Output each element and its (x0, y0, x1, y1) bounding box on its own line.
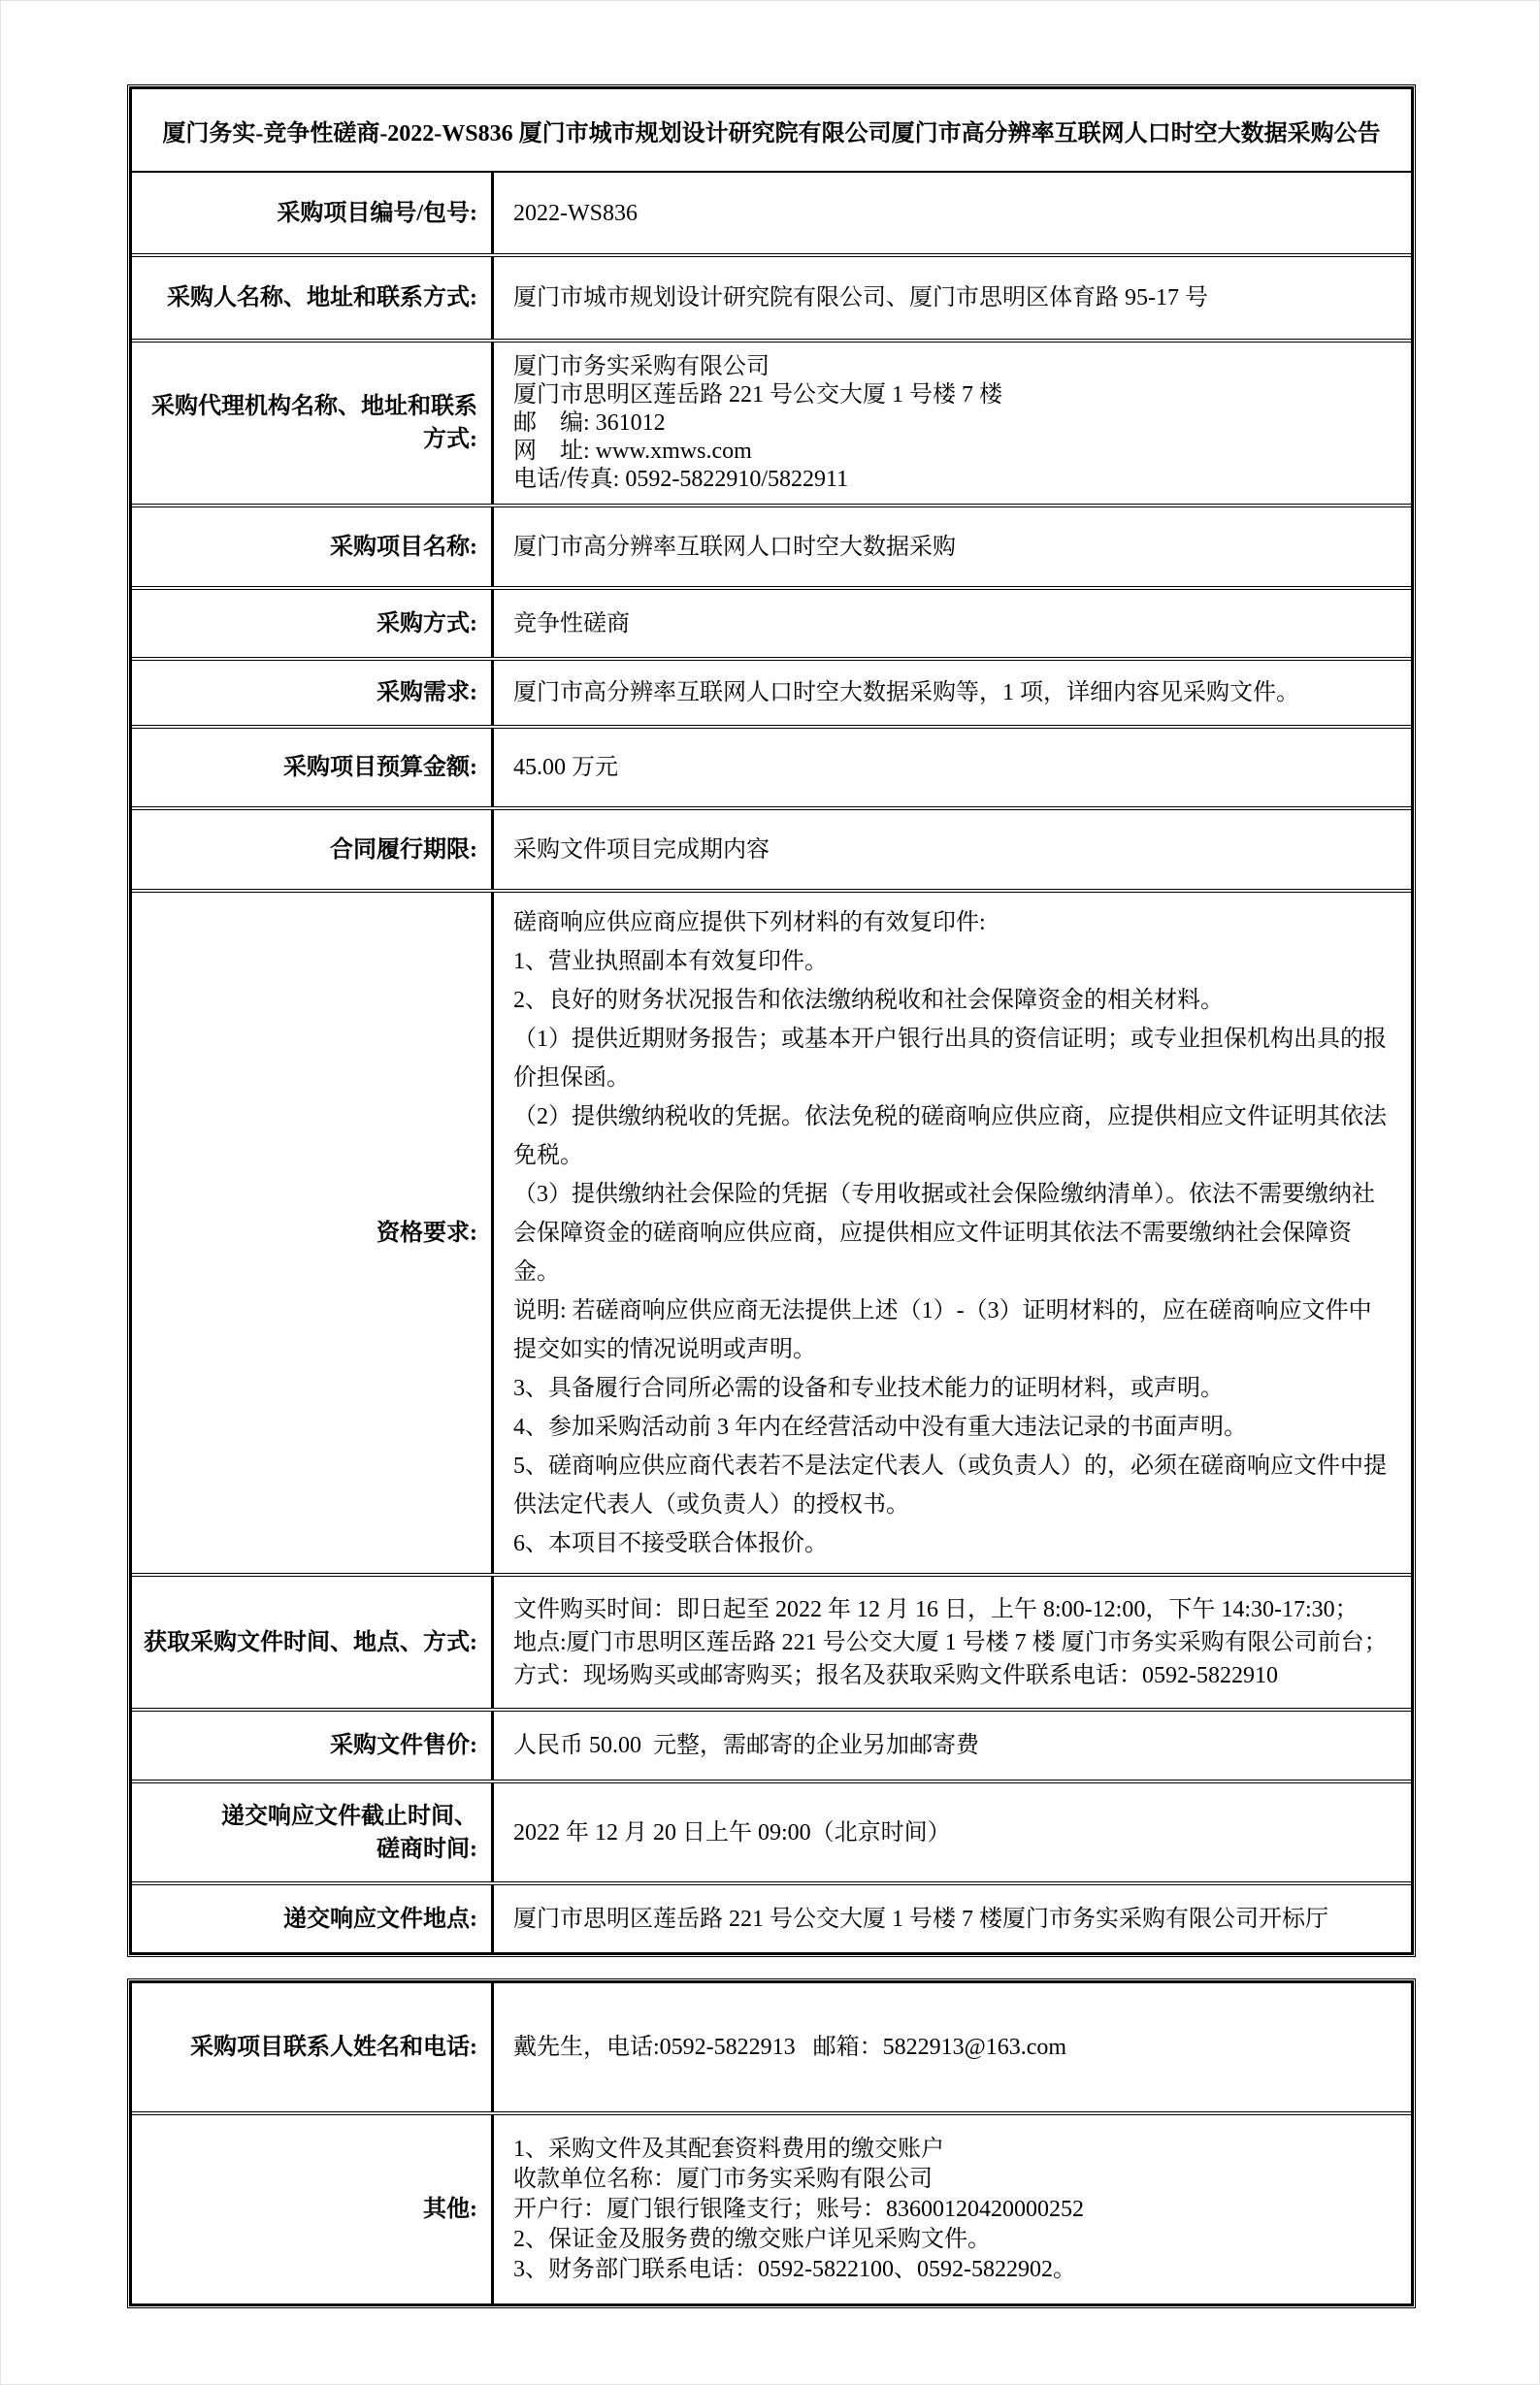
project-name-value: 厦门市高分辨率互联网人口时空大数据采购 (513, 534, 956, 560)
qualification-paragraph: 1、营业执照副本有效复印件。 (513, 948, 828, 974)
qualification-paragraph: 2、良好的财务状况报告和依法缴纳税收和社会保障资金的相关材料。 (513, 987, 1224, 1013)
project-name-label: 采购项目名称: (132, 507, 494, 586)
row-submission-place (132, 1881, 1411, 1952)
budget-label: 采购项目预算金额: (132, 729, 494, 806)
other-finance-phone: 3、财务部门联系电话：0592-5822100、0592-5822902。 (513, 2256, 1076, 2282)
agency-company: 厦门市务实采购有限公司 (513, 353, 770, 379)
row-other (132, 2111, 1411, 2303)
qualification-paragraph: 说明: 若磋商响应供应商无法提供上述（1）-（3）证明材料的，应在磋商响应文件中提交如实的情况说明或声明。 (513, 1297, 1372, 1362)
submission-deadline-value: 2022 年 12 月 20 日上午 09:00（北京时间） (513, 1819, 951, 1846)
obtain-method: 方式：现场购买或邮寄购买；报名及获取采购文件联系电话：0592-5822910 (513, 1662, 1278, 1688)
document-title: 厦门务实-竞争性磋商-2022-WS836 厦门市城市规划设计研究院有限公司厦门市高分辨率互联网人口时空大数据采购公告 (162, 120, 1381, 147)
budget-value: 45.00 万元 (513, 755, 618, 780)
row-document-price (132, 1708, 1411, 1780)
submission-place-label: 递交响应文件地点: (132, 1885, 494, 1952)
other-payment-account-title: 1、采购文件及其配套资料费用的缴交账户 (513, 2136, 944, 2162)
row-procurement-method (132, 586, 1411, 657)
agency-label: 采购代理机构名称、地址和联系 方式: (132, 343, 494, 504)
row-project-name (132, 504, 1411, 586)
qualification-paragraph: （1）提供近期财务报告；或基本开户银行出具的资信证明；或专业担保机构出具的报价担保函。 (513, 1026, 1387, 1091)
project-contact-label: 采购项目联系人姓名和电话: (132, 1983, 494, 2111)
row-project-number (132, 171, 1411, 253)
row-obtain-documents (132, 1573, 1411, 1708)
qualification-paragraph: 磋商响应供应商应提供下列材料的有效复印件: (513, 909, 986, 935)
document-price-value: 人民币 50.00 元整，需邮寄的企业另加邮寄费 (513, 1733, 979, 1758)
contract-term-label: 合同履行期限: (132, 810, 494, 889)
row-budget (132, 725, 1411, 806)
qualification-paragraph: （3）提供缴纳社会保险的凭据（专用收据或社会保险缴纳清单）。依法不需要缴纳社会保障资金的磋商响应供应商，应提供相应文件证明其依法不需要缴纳社会保障资金。 (513, 1181, 1375, 1285)
row-qualification (132, 889, 1411, 1573)
qualification-paragraph: 4、参加采购活动前 3 年内在经营活动中没有重大违法记录的书面声明。 (513, 1414, 1247, 1440)
agency-phone-fax: 电话/传真: 0592-5822910/5822911 (513, 466, 849, 492)
project-number-label: 采购项目编号/包号: (132, 173, 494, 253)
qualification-label: 资格要求: (132, 893, 494, 1573)
other-label: 其他: (132, 2115, 494, 2303)
contact-table-border (129, 1980, 1414, 2306)
procurement-demand-value: 厦门市高分辨率互联网人口时空大数据采购等，1 项，详细内容见采购文件。 (513, 680, 1299, 705)
document-price-label: 采购文件售价: (132, 1712, 494, 1780)
procurement-method-label: 采购方式: (132, 590, 494, 657)
row-project-contact (132, 1983, 1411, 2111)
agency-value (494, 343, 1411, 504)
announcement-table (129, 86, 1414, 1955)
purchaser-label: 采购人名称、地址和联系方式: (132, 257, 494, 339)
contact-table (129, 1980, 1414, 2306)
qualification-paragraph: （2）提供缴纳税收的凭据。依法免税的磋商响应供应商，应提供相应文件证明其依法免税。 (513, 1103, 1387, 1168)
purchaser-value: 厦门市城市规划设计研究院有限公司、厦门市思明区体育路 95-17 号 (513, 285, 1208, 310)
obtain-documents-value (494, 1577, 1411, 1708)
qualification-value (494, 893, 1411, 1573)
announcement-table-border (129, 86, 1414, 1955)
obtain-documents-label: 获取采购文件时间、地点、方式: (132, 1577, 494, 1708)
other-value (494, 2115, 1411, 2303)
submission-place-value: 厦门市思明区莲岳路 221 号公交大厦 1 号楼 7 楼厦门市务实采购有限公司开标厅 (513, 1906, 1328, 1932)
agency-postcode: 邮 编: 361012 (513, 409, 666, 436)
qualification-paragraph: 3、具备履行合同所必需的设备和专业技术能力的证明材料，或声明。 (513, 1375, 1224, 1401)
submission-deadline-label: 递交响应文件截止时间、 磋商时间: (132, 1783, 494, 1881)
obtain-time: 文件购买时间：即日起至 2022 年 12 月 16 日，上午 8:00-12:00，下午 14:30-17:30； (513, 1596, 1359, 1622)
qualification-paragraph: 5、磋商响应供应商代表若不是法定代表人（或负责人）的，必须在磋商响应文件中提供法定代表人（或负责人）的授权书。 (513, 1453, 1387, 1518)
other-bank-account: 开户行：厦门银行银隆支行；账号：83600120420000252 (513, 2196, 1084, 2222)
agency-website: 网 址: www.xmws.com (513, 438, 752, 464)
procurement-method-value: 竞争性磋商 (513, 610, 630, 637)
procurement-demand-label: 采购需求: (132, 661, 494, 725)
row-contract-term (132, 806, 1411, 889)
row-purchaser (132, 253, 1411, 339)
agency-address: 厦门市思明区莲岳路 221 号公交大厦 1 号楼 7 楼 (513, 381, 1002, 408)
row-agency (132, 339, 1411, 504)
other-deposit-note: 2、保证金及服务费的缴交账户详见采购文件。 (513, 2226, 991, 2252)
project-contact-value: 戴先生，电话:0592-5822913 邮箱：5822913@163.com (513, 2035, 1067, 2060)
project-number-value: 2022-WS836 (513, 200, 638, 226)
row-submission-deadline (132, 1780, 1411, 1881)
qualification-paragraph: 6、本项目不接受联合体报价。 (513, 1530, 828, 1556)
row-procurement-demand (132, 657, 1411, 725)
row-title (132, 89, 1411, 171)
other-payee-name: 收款单位名称：厦门市务实采购有限公司 (513, 2166, 933, 2192)
obtain-place: 地点:厦门市思明区莲岳路 221 号公交大厦 1 号楼 7 楼 厦门市务实采购有限公司前台； (513, 1629, 1388, 1655)
contract-term-value: 采购文件项目完成期内容 (513, 836, 770, 863)
